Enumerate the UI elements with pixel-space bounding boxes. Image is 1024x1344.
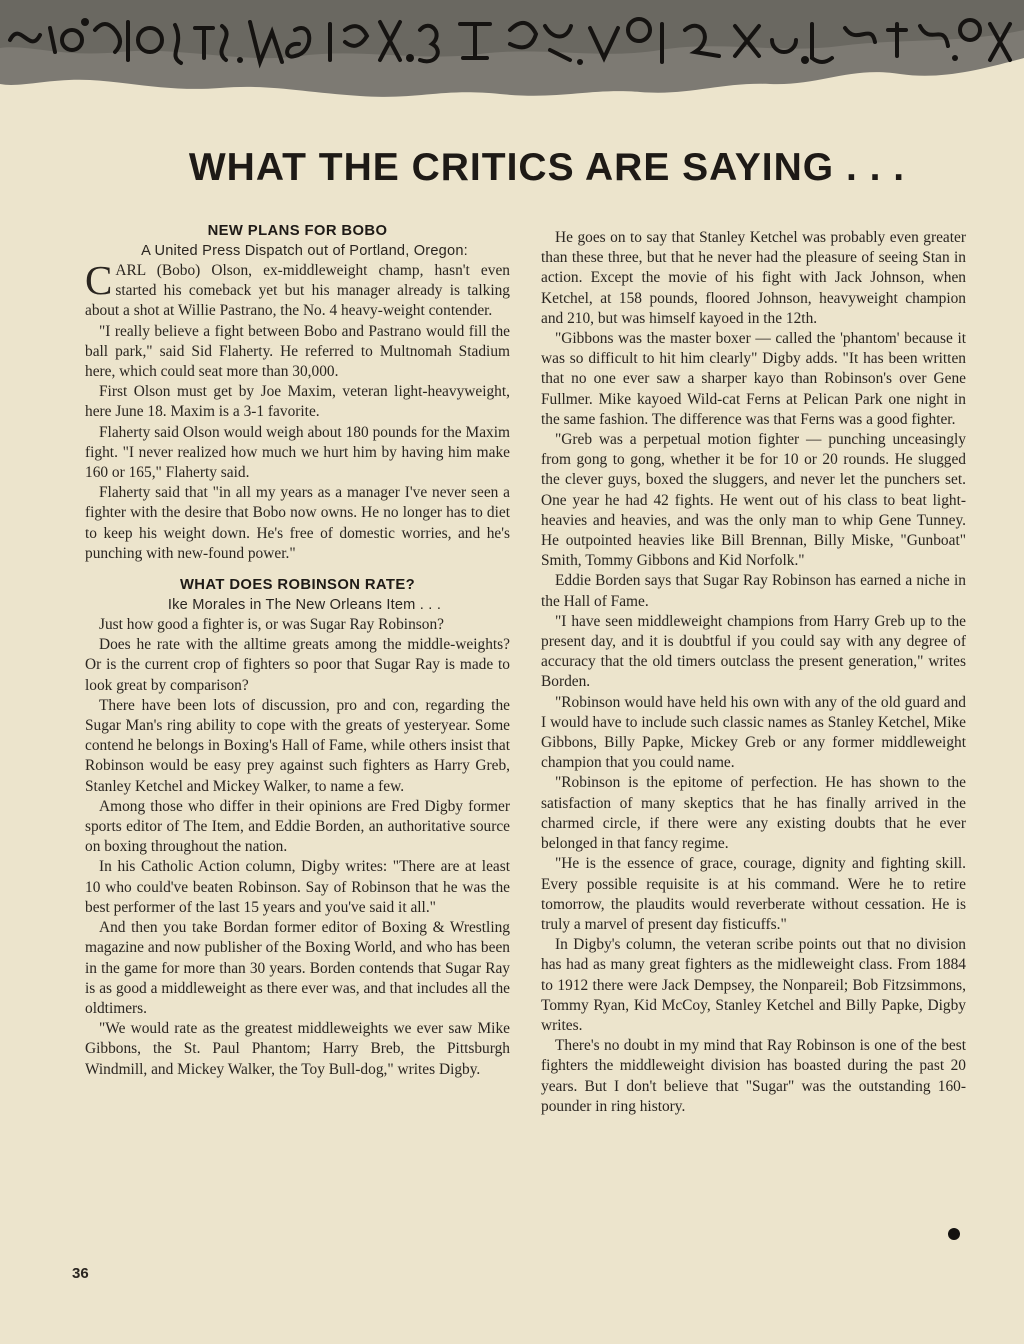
left-column xyxy=(85,222,510,1080)
article-paragraph: "Robinson is the epitome of perfection. He has shown to the satisfaction of many skeptics that he has finally arrived in the charmed circle, if there were any existing doubts that he ever belonged in that fancy regime. xyxy=(541,774,966,853)
page-number: 36 xyxy=(72,1265,89,1282)
article-paragraph: Among those who differ in their opinions are Fred Digby former sports editor of The Item, and Eddie Borden, an authoritative source on boxing throughout the nation. xyxy=(85,797,510,856)
article-paragraph: "We would rate as the greatest middleweights we ever saw Mike Gibbons, the St. Paul Phantom; Harry Breb, the Pittsburgh Windmill, and Mickey Walker, the Toy Bull-dog," writes Digby. xyxy=(85,1020,510,1078)
article-paragraph: "Robinson would have held his own with any of the old guard and I would have to include such classic names as Stanley Ketchel, Mike Gibbons, Billy Papke, Mickey Greb or any former middleweight champion that you could name. xyxy=(541,693,966,772)
article-paragraph: "I have seen middleweight champions from Harry Greb up to the present day, and it is doubtful if you could say with any degree of accuracy that the old timers outclass the present generation," writes Borden. xyxy=(541,612,966,691)
article-paragraph: Does he rate with the alltime greats among the middle-weights? Or is the current crop of fighters so poor that Sugar Ray is made to look great by comparison? xyxy=(85,636,510,694)
lead-text: ARL (Bobo) Olson, ex-middleweight champ, hasn't even started his comeback yet but his manager already is talking about a shot at Willie Pastrano, the No. 4 heavy-weight contender. xyxy=(85,262,510,320)
page-headline: WHAT THE CRITICS ARE SAYING . . . xyxy=(188,146,906,189)
article-paragraph: Flaherty said Olson would weigh about 180 pounds for the Maxim fight. "I never realized how much we hurt him by having him make 160 or 165," Flaherty said. xyxy=(85,423,510,482)
right-column xyxy=(541,228,966,1117)
ink-doodle-banner xyxy=(0,0,1024,100)
end-of-article-dot-icon xyxy=(948,1228,960,1240)
section-title-what-does-robinson-rate: WHAT DOES ROBINSON RATE? xyxy=(179,577,416,594)
section-title-new-plans-for-bobo: NEW PLANS FOR BOBO xyxy=(207,223,388,239)
article-paragraph: "He is the essence of grace, courage, dignity and fighting skill. Every possible requisite is at his command. Were he to retire tomorrow, the plaudits would reverberate without cessation. He is truly a marvel of present day fisticuffs." xyxy=(541,855,966,933)
article-paragraph: "I really believe a fight between Bobo and Pastrano would fill the ball park," said Sid Flaherty. He referred to Multnomah Stadium here, which could seat more than 30,000. xyxy=(85,322,510,381)
article-paragraph: In Digby's column, the veteran scribe points out that no division has had as many great fighters as the midleweight class. From 1884 to 1912 there were Jack Dempsey, the Nonpareil; Bob Fitzsimmons, Tommy Ryan, Kid McCoy, Stanley Ketchel and Billy Papke, Digby writes. xyxy=(541,936,966,1034)
lead-paragraph xyxy=(85,257,510,322)
article-paragraph: In his Catholic Action column, Digby writes: "There are at least 10 who could've beaten Robinson. Say of Robinson that he was the best performer of the last 15 years and you've said it all." xyxy=(85,858,510,916)
article-paragraph: There have been lots of discussion, pro and con, regarding the Sugar Man's ring ability to cope with the greats of yesteryear. Some contend he belongs in Boxing's Hall of Fame, while others insist that Robinson would be easy prey against such fighters as Harry Greb, Stanley Ketchel and Mickey Walker, to name a few. xyxy=(85,696,510,795)
article-paragraph: Flaherty said that "in all my years as a manager I've never seen a fighter with the desire that Bobo now owns. He no longer has to diet to keep his weight down. He's free of domestic worries, and he's punching with new-found power." xyxy=(85,484,510,562)
section-dateline: A United Press Dispatch out of Portland, Oregon: xyxy=(141,243,468,259)
drop-cap: C xyxy=(85,257,113,303)
article-paragraph: "Greb was a perpetual motion fighter — punching unceasingly from gong to gong, whether it be for 10 or 20 rounds. He slugged the clever guys, boxed the sluggers, and never let the punchers set. One year he had 42 fights. He went out of his class to beat light-heavies and heavies, and was the only man to whip Gene Tunney. He outpointed heavies like Bill Brennan, Billy Miske, "Gunboat" Smith, Tommy Gibbons and Kid Norfolk." xyxy=(541,431,966,570)
article-paragraph: Just how good a fighter is, or was Sugar Ray Robinson? xyxy=(99,616,444,634)
article-paragraph: First Olson must get by Joe Maxim, veteran light-heavyweight, here June 18. Maxim is a 3-1 favorite. xyxy=(85,383,510,421)
article-paragraph: He goes on to say that Stanley Ketchel was probably even greater than these three, but that he never had the pleasure of seeing Stan in action. Except the movie of his fight with Jack Johnson, when Ketchel, at 158 pounds, floored Johnson, heavyweight champion and 210, but was himself kayoed in the 12th. xyxy=(541,229,966,327)
article-paragraph: "Gibbons was the master boxer — called the 'phantom' because it was so difficult to hit him clearly" Digby adds. "It has been written that no one ever saw a sharper kayo than Robinson's over Gene Fullmer. Mike kayoed Wild-cat Ferns at Pelican Park one night in the same fashion. The difference was that Ferns was a good fighter. xyxy=(541,330,966,428)
article-paragraph: And then you take Bordan former editor of Boxing & Wrestling magazine and now publisher of the Boxing World, and who has been in the game for more than 30 years. Borden contends that Sugar Ray is as good a middleweight as there ever was, and that includes all the oldtimers. xyxy=(85,919,510,1017)
article-paragraph: There's no doubt in my mind that Ray Robinson is one of the best fighters the middleweight division has boasted during the past 20 years. But I don't believe that "Sugar" was the outstanding 160-pounder in ring history. xyxy=(541,1037,966,1115)
article-paragraph: Eddie Borden says that Sugar Ray Robinson has earned a niche in the Hall of Fame. xyxy=(541,572,966,610)
section-dateline: Ike Morales in The New Orleans Item . . . xyxy=(167,597,442,614)
